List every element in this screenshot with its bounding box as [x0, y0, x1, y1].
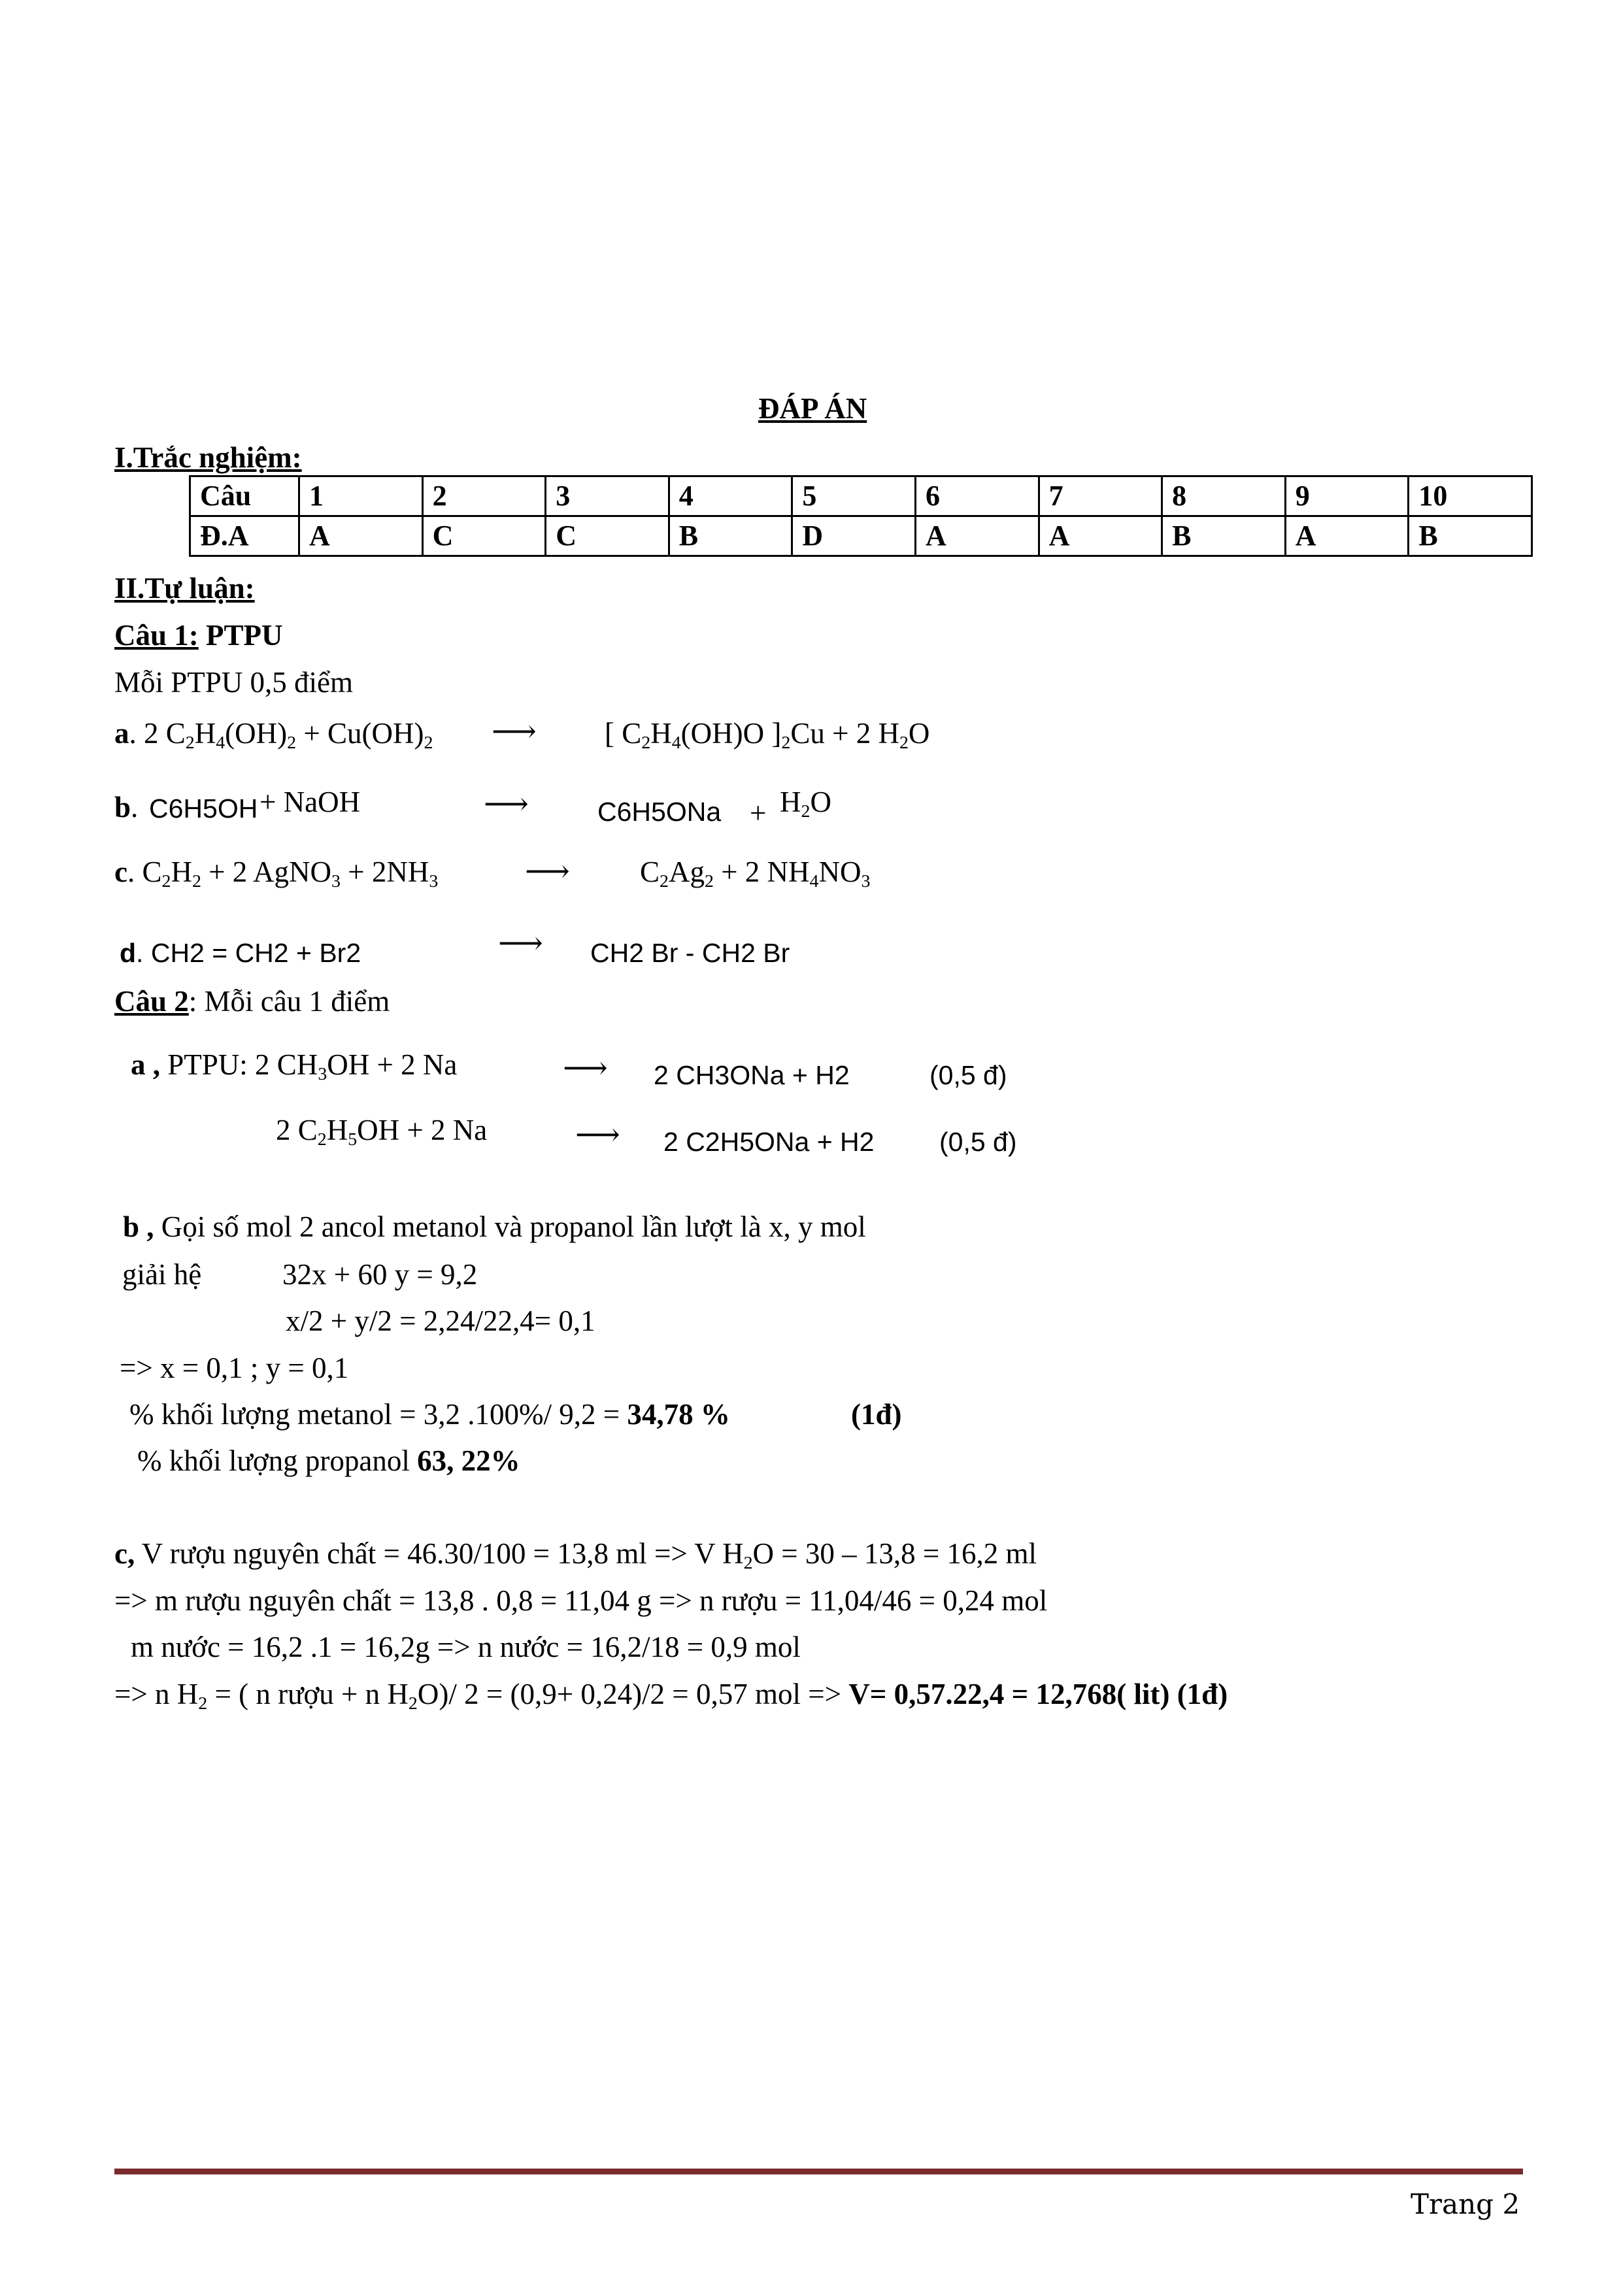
eq-text: 2 C	[276, 1114, 318, 1146]
answer-cell: A	[299, 516, 423, 556]
eq-text: O	[908, 717, 930, 750]
equation-c-lhs	[114, 856, 439, 891]
question-cell: 4	[669, 476, 792, 516]
equation-b-rhs2	[780, 786, 831, 822]
eq-text: H	[780, 786, 801, 818]
subscript: 2	[743, 1552, 753, 1573]
page-number: Trang 2	[1411, 2188, 1520, 2220]
eq-text: V rượu nguyên chất = 46.30/100 = 13,8 ml => V H	[135, 1537, 744, 1570]
eq-text: O)/ 2 = (0,9+ 0,24)/2 = 0,57 mol =>	[417, 1678, 849, 1710]
subscript: 2	[408, 1693, 418, 1714]
subscript: 3	[318, 1063, 327, 1084]
cau2b-eq2: x/2 + y/2 = 2,24/22,4= 0,1	[286, 1305, 595, 1337]
reaction-arrow: ⟶	[575, 1118, 620, 1152]
eq-text: (OH)	[225, 717, 288, 750]
equation-b-rhs1: C6H5ONa	[597, 797, 722, 827]
eq-text: O = 30 – 13,8 = 16,2 ml	[752, 1537, 1037, 1570]
question-cell: 6	[915, 476, 1039, 516]
answer-cell: C	[546, 516, 669, 556]
answer-cell: B	[669, 516, 792, 556]
cau2b-intro	[123, 1212, 866, 1242]
answer-label: Đ.A	[190, 516, 299, 556]
eq-text: Ag	[668, 856, 705, 888]
equation-b-letter	[114, 793, 138, 822]
subscript: 4	[671, 732, 681, 753]
equation-d-lhs	[120, 940, 361, 967]
cau1-points: Mỗi PTPU 0,5 điểm	[114, 666, 354, 699]
cau2b-text: Gọi số mol 2 ancol metanol và propanol lần lượt là x, y mol	[154, 1210, 866, 1243]
reaction-arrow: ⟶	[492, 714, 537, 749]
section-1-heading: I.Trắc nghiệm:	[114, 441, 302, 474]
cau2a-score2: (0,5 đ)	[939, 1127, 1017, 1157]
eq-letter: a	[114, 717, 129, 750]
answer-cell: C	[422, 516, 546, 556]
answer-cell: A	[915, 516, 1039, 556]
subscript: 2	[198, 1693, 208, 1714]
cau2a-rhs2: 2 C2H5ONa + H2	[663, 1127, 875, 1157]
subscript: 2	[704, 871, 714, 891]
eq-text: Cu + 2 H	[790, 717, 899, 750]
cau2b-metanol-score: (1đ)	[851, 1398, 902, 1431]
subscript: 2	[192, 871, 201, 891]
eq-text: C	[640, 856, 660, 888]
table-row-questions	[190, 476, 1532, 516]
subscript: 2	[317, 1129, 327, 1150]
eq-text: H	[171, 856, 192, 888]
cau2b-solve: giải hệ	[122, 1258, 202, 1291]
eq-text: C	[135, 856, 162, 888]
question-cell: 10	[1409, 476, 1532, 516]
subscript: 3	[429, 871, 439, 891]
subscript: 2	[801, 801, 811, 822]
footer-divider	[114, 2169, 1523, 2174]
equation-a-lhs	[114, 717, 433, 753]
section-2-heading: II.Tự luận:	[114, 572, 255, 605]
cau2-rest: : Mỗi câu 1 điểm	[188, 985, 390, 1018]
equation-a-rhs	[605, 717, 930, 753]
eq-text: H	[194, 717, 216, 750]
metanol-value: 34,78 %	[627, 1398, 730, 1431]
reaction-arrow: ⟶	[525, 854, 570, 889]
subscript: 5	[348, 1129, 358, 1150]
subscript: 2	[641, 732, 651, 753]
eq-text: OH + 2 Na	[357, 1114, 488, 1146]
eq-text: => n H	[114, 1678, 199, 1710]
eq-text: NO	[818, 856, 862, 888]
answer-cell: A	[1039, 516, 1162, 556]
eq-text: (OH)O ]	[680, 717, 782, 750]
question-cell: 5	[792, 476, 916, 516]
cau2c-label: c,	[114, 1537, 135, 1570]
eq-text: OH + 2 Na	[327, 1048, 458, 1081]
subscript: 4	[216, 732, 226, 753]
eq-text: [ C	[605, 717, 642, 750]
equation-d-rhs: CH2 Br - CH2 Br	[590, 938, 790, 968]
question-cell: 2	[422, 476, 546, 516]
cau2c-line3: m nước = 16,2 .1 = 16,2g => n nước = 16,2/18 = 0,9 mol	[131, 1631, 801, 1663]
eq-text: . CH2 = CH2 + Br2	[136, 938, 361, 968]
eq-text: H	[650, 717, 672, 750]
question-cell: 8	[1162, 476, 1286, 516]
cau2b-label: b ,	[123, 1210, 154, 1243]
eq-text: 2 C	[136, 717, 186, 750]
cau1-heading	[114, 621, 283, 650]
subscript: 2	[161, 871, 171, 891]
final-answer: V= 0,57.22,4 = 12,768( lit) (1đ)	[848, 1678, 1228, 1710]
eq-dot: .	[127, 856, 135, 888]
subscript: 2	[899, 732, 909, 753]
answer-cell: B	[1162, 516, 1286, 556]
subscript: 2	[287, 732, 297, 753]
cau2-label: Câu 2	[114, 985, 189, 1018]
cau2a-label: a ,	[131, 1048, 160, 1081]
eq-text: + 2 NH	[713, 856, 810, 888]
table-header-label: Câu	[190, 476, 299, 516]
eq-letter: b	[114, 791, 131, 824]
equation-b-plus: +	[750, 797, 767, 829]
reaction-arrow: ⟶	[563, 1051, 608, 1086]
cau2b-eq1: 32x + 60 y = 9,2	[282, 1258, 478, 1291]
eq-text: = ( n rượu + n H	[207, 1678, 409, 1710]
cau2-heading	[114, 987, 390, 1016]
subscript: 3	[861, 871, 871, 891]
cau2c-line1	[114, 1537, 1037, 1573]
eq-dot: .	[131, 791, 139, 824]
equation-b-lhs1: C6H5OH	[149, 793, 258, 824]
eq-text: H	[326, 1114, 348, 1146]
subscript: 2	[660, 871, 669, 891]
answer-cell: B	[1409, 516, 1532, 556]
eq-dot: .	[129, 717, 137, 750]
cau1-title: PTPU	[198, 619, 283, 652]
question-cell: 7	[1039, 476, 1162, 516]
eq-text: + 2 AgNO	[201, 856, 332, 888]
reaction-arrow: ⟶	[498, 926, 543, 961]
subscript: 2	[781, 732, 791, 753]
page-title: ĐÁP ÁN	[758, 392, 867, 425]
answer-table	[189, 475, 1533, 557]
cau2a-line1	[131, 1048, 458, 1084]
question-cell: 1	[299, 476, 423, 516]
eq-letter: d	[120, 938, 137, 968]
equation-c-rhs	[640, 856, 871, 891]
answer-cell: A	[1285, 516, 1409, 556]
eq-text: + 2NH	[341, 856, 429, 888]
answer-cell: D	[792, 516, 916, 556]
eq-letter: c	[114, 856, 127, 888]
subscript: 4	[809, 871, 819, 891]
cau2a-line2	[276, 1114, 488, 1150]
propanol-value: 63, 22%	[417, 1444, 520, 1477]
question-cell: 9	[1285, 476, 1409, 516]
subscript: 3	[331, 871, 341, 891]
cau2b-metanol	[129, 1400, 730, 1429]
reaction-arrow: ⟶	[484, 787, 529, 822]
eq-text: O	[810, 786, 831, 818]
cau2b-result: => x = 0,1 ; y = 0,1	[120, 1352, 349, 1384]
cau2c-line4	[114, 1678, 1228, 1714]
eq-text: + Cu(OH)	[296, 717, 424, 750]
eq-text: PTPU: 2 CH	[160, 1048, 318, 1081]
cau2a-rhs1: 2 CH3ONa + H2	[654, 1060, 850, 1090]
equation-b-lhs2: + NaOH	[259, 786, 361, 818]
eq-text: % khối lượng metanol = 3,2 .100%/ 9,2 =	[129, 1398, 627, 1431]
eq-text: % khối lượng propanol	[137, 1444, 418, 1477]
cau2b-propanol	[137, 1446, 520, 1476]
question-cell: 3	[546, 476, 669, 516]
cau1-label: Câu 1:	[114, 619, 199, 652]
subscript: 2	[424, 732, 433, 753]
subscript: 2	[185, 732, 195, 753]
cau2c-line2: => m rượu nguyên chất = 13,8 . 0,8 = 11,04 g => n rượu = 11,04/46 = 0,24 mol	[114, 1584, 1048, 1617]
table-row-answers	[190, 516, 1532, 556]
cau2a-score1: (0,5 đ)	[929, 1060, 1007, 1090]
